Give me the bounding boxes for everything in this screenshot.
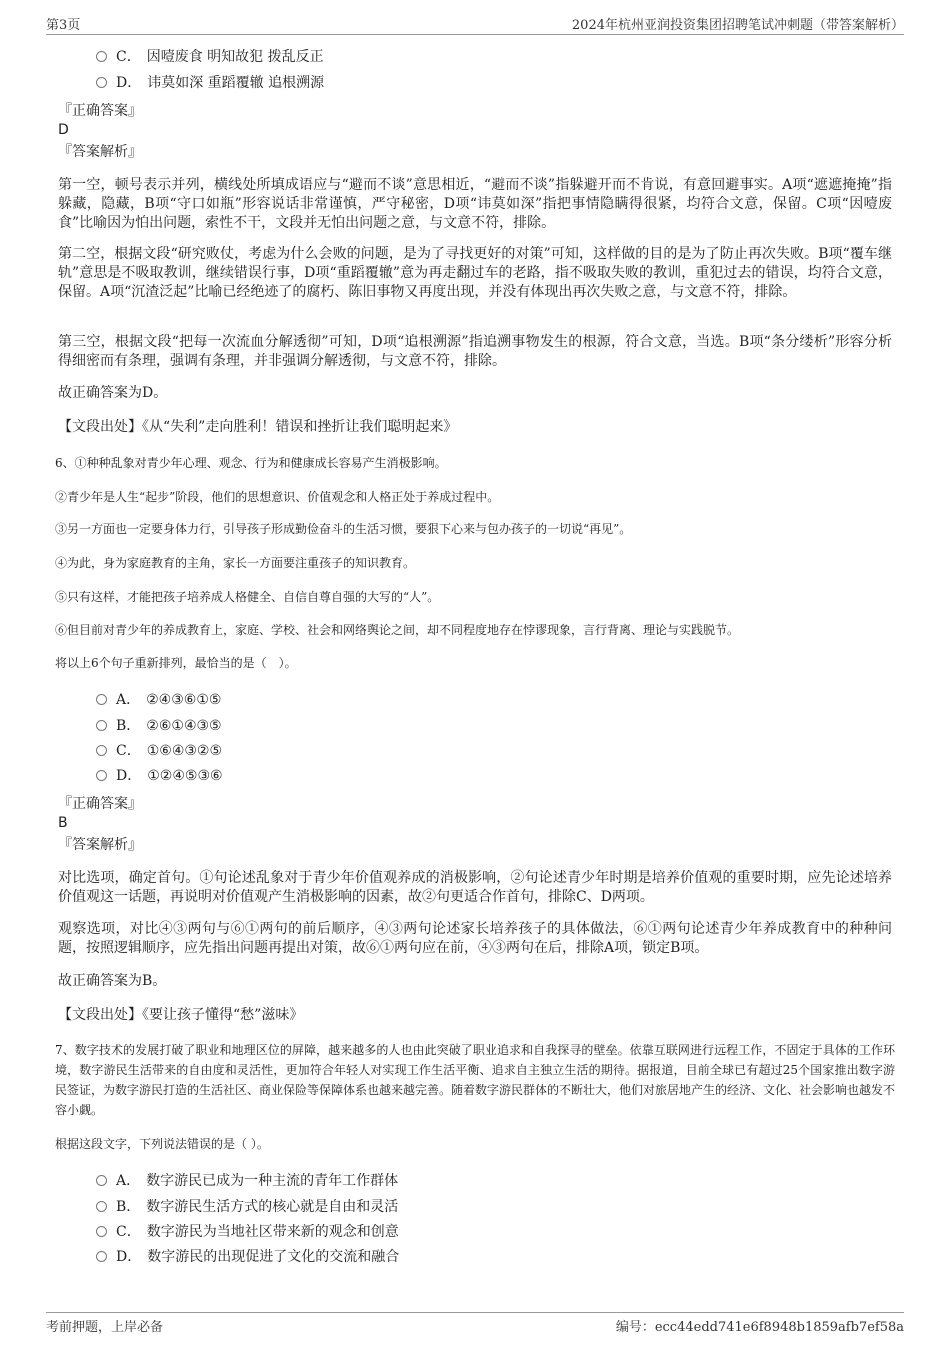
analysis-label: 『答案解析』: [58, 837, 142, 853]
sentence: ②青少年是人生“起步”阶段，他们的思想意识、价值观念和人格正处于养成过程中。: [55, 490, 500, 504]
radio-icon[interactable]: [96, 1175, 107, 1186]
sentence: ⑤只有这样，才能把孩子培养成人格健全、自信自尊自强的大写的“人”。: [55, 590, 440, 604]
option-c[interactable]: C． 数字游民为当地社区带来新的观念和创意: [96, 1222, 399, 1242]
answer-value: D: [58, 122, 69, 138]
page-number: 第3页: [46, 18, 81, 33]
answer-label: 『正确答案』: [58, 103, 142, 119]
radio-icon[interactable]: [96, 770, 107, 781]
option-a[interactable]: A． ②④③⑥①⑤: [96, 690, 221, 710]
radio-icon[interactable]: [96, 51, 107, 62]
option-b[interactable]: B． 数字游民生活方式的核心就是自由和灵活: [96, 1197, 398, 1217]
source-citation: 【文段出处】《要让孩子懂得“愁”滋味》: [58, 1007, 304, 1023]
analysis-paragraph: 观察选项，对比④③两句与⑥①两句的前后顺序，④③两句论述家长培养孩子的具体做法，⑥①两句论述青少年养成教育中的种种问题，按照逻辑顺序，应先指出问题再提出对策，故⑥①两句应在前，④③两句在后，排除A项，锁定B项。: [58, 921, 892, 956]
document-id: 编号：ecc44edd741e6f8948b1859afb7ef58a: [615, 1320, 904, 1335]
radio-icon[interactable]: [96, 1251, 107, 1262]
page-header: [46, 12, 904, 35]
radio-icon[interactable]: [96, 1226, 107, 1237]
document-title: 2024年杭州亚润投资集团招聘笔试冲刺题（带答案解析）: [571, 18, 904, 33]
sentence: ⑥但目前对青少年的养成教育上，家庭、学校、社会和网络舆论之间，却不同程度地存在悖谬现象，言行背离、理论与实践脱节。: [55, 623, 740, 637]
analysis-paragraph: 第三空，根据文段“把每一次流血分解透彻”可知，D项“追根溯源”指追溯事物发生的根源，符合文意，当选。B项“条分缕析”形容分析得细密而有条理，强调有条理，并非强调分解透彻，与文意不符，排除。: [58, 334, 892, 369]
radio-icon[interactable]: [96, 1201, 107, 1212]
option-c[interactable]: C． 因噎废食 明知故犯 拨乱反正: [96, 47, 324, 67]
radio-icon[interactable]: [96, 694, 107, 705]
footer-slogan: 考前押题，上岸必备: [46, 1320, 164, 1335]
radio-icon[interactable]: [96, 745, 107, 756]
radio-icon[interactable]: [96, 720, 107, 731]
sentence: ③另一方面也一定要身体力行，引导孩子形成勤俭奋斗的生活习惯，要狠下心来与包办孩子的一切说“再见”。: [55, 522, 632, 536]
source-citation: 【文段出处】《从“失利”走向胜利！错误和挫折让我们聪明起来》: [58, 419, 458, 435]
option-d[interactable]: D． 数字游民的出现促进了文化的交流和融合: [96, 1247, 399, 1267]
question-stem: 将以上6个句子重新排列，最恰当的是（ ）。: [55, 656, 297, 670]
page-footer: [46, 1312, 904, 1335]
answer-value: B: [58, 815, 68, 831]
analysis-conclusion: 故正确答案为D。: [58, 385, 168, 401]
answer-label: 『正确答案』: [58, 796, 142, 812]
analysis-paragraph: 对比选项，确定首句。①句论述乱象对于青少年价值观养成的消极影响，②句论述青少年时期是培养价值观的重要时期，应先论述培养价值观这一话题，再说明对价值观产生消极影响的因素，故②句更适合作首句，排除C、D两项。: [58, 870, 892, 905]
analysis-conclusion: 故正确答案为B。: [58, 973, 167, 989]
question-passage: 7、数字技术的发展打破了职业和地理区位的屏障，越来越多的人也由此突破了职业追求和自我探寻的壁垒。依靠互联网进行远程工作，不固定于具体的工作环境，数字游民生活带来的自由度和灵活性，更加符合年轻人对实现工作生活平衡、追求自主独立生活的期待。据报道，目前全球已有超过25个国家推出数字游民签证，为数字游民打造的生活社区、商业保险等保障体系也越来越完善。随着数字游民群体的不断壮大，他们对旅居地产生的经济、文化、社会影响也越发不容小觑。: [55, 1043, 896, 1117]
sentence: 6、①种种乱象对青少年心理、观念、行为和健康成长容易产生消极影响。: [55, 456, 447, 470]
analysis-label: 『答案解析』: [58, 144, 142, 160]
option-a[interactable]: A． 数字游民已成为一种主流的青年工作群体: [96, 1171, 398, 1191]
option-d[interactable]: D． ①②④⑤③⑥: [96, 766, 223, 786]
analysis-paragraph: 第二空，根据文段“研究败仗，考虑为什么会败的问题，是为了寻找更好的对策”可知，这样做的目的是为了防止再次失败。B项“覆车继轨”意思是不吸取教训，继续错误行事，D项“重蹈覆辙”意为再走翻过车的老路，指不吸取失败的教训，重犯过去的错误，均符合文意，保留。A项“沉渣泛起”比喻已经绝迹了的腐朽、陈旧事物又再度出现，并没有体现出再次失败之意，与文意不符，排除。: [58, 246, 892, 300]
sentence: ④为此，身为家庭教育的主角，家长一方面要注重孩子的知识教育。: [55, 556, 416, 570]
question-stem: 根据这段文字，下列说法错误的是（ ）。: [55, 1137, 269, 1151]
option-d[interactable]: D． 讳莫如深 重蹈覆辙 追根溯源: [96, 73, 324, 93]
radio-icon[interactable]: [96, 77, 107, 88]
option-c[interactable]: C． ①⑥④③②⑤: [96, 741, 222, 761]
option-b[interactable]: B． ②⑥①④③⑤: [96, 716, 222, 736]
analysis-paragraph: 第一空，顿号表示并列，横线处所填成语应与“避而不谈”意思相近，“避而不谈”指躲避开而不肯说，有意回避事实。A项“遮遮掩掩”指躲藏，隐藏，B项“守口如瓶”形容说话非常谨慎，严守秘密，D项“讳莫如深”指把事情隐瞒得很紧，均符合文意，保留。C项“因噎废食”比喻因为怕出问题，索性不干，文段并无怕出问题之意，与文意不符，排除。: [58, 177, 892, 231]
